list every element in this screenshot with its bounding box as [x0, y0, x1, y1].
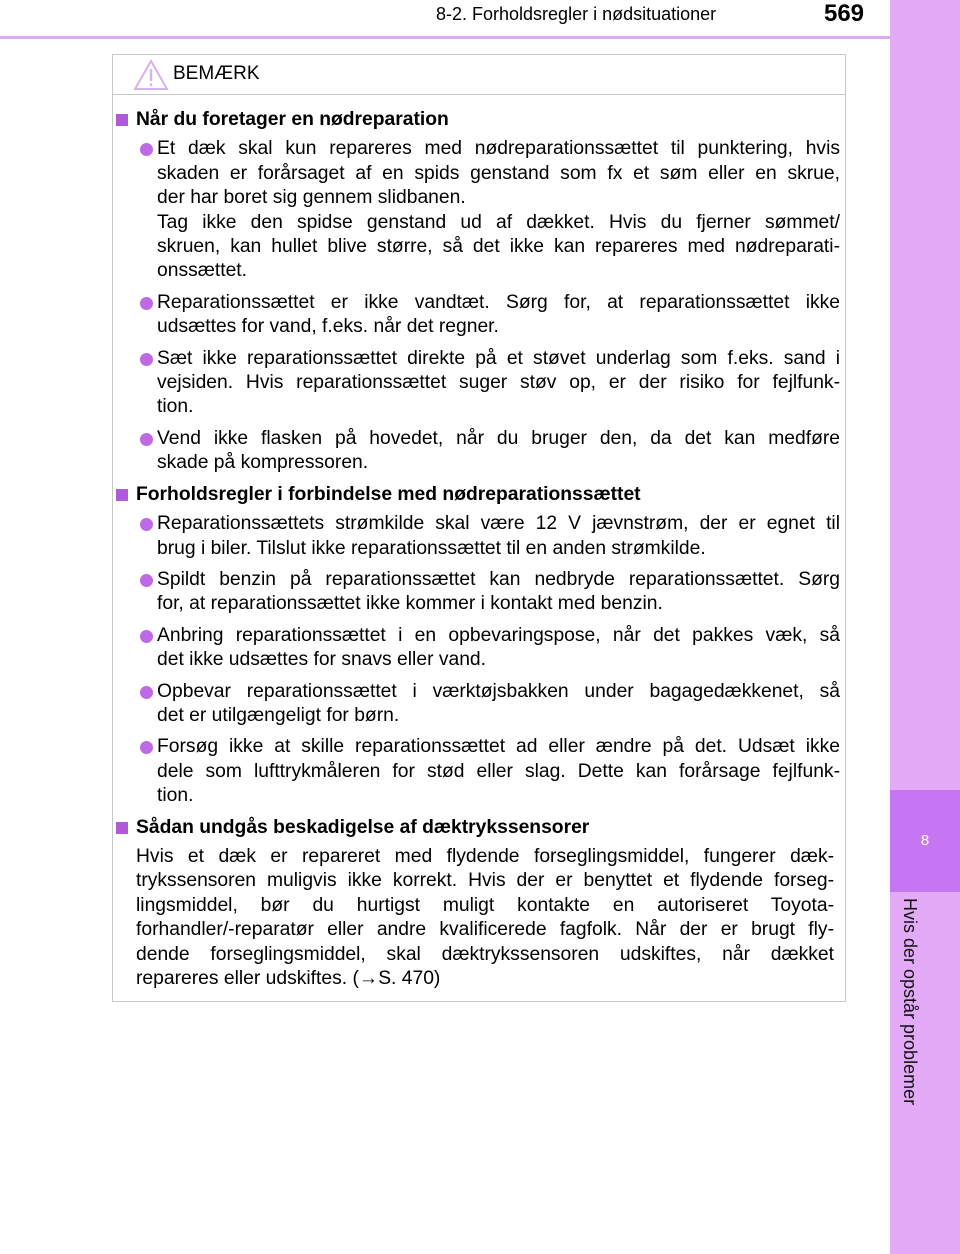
round-bullet-icon [140, 574, 153, 587]
square-bullet-icon [116, 822, 128, 834]
paragraph: Hvis et dæk er repareret med flydende forseglingsmiddel, fungerer dæk- trykssensoren muligvis ikke korrekt. Hvis der er benyttet et flydende forseg- lingsmiddel, bør du hurtigst muligt kontakte en autoriseret Toyota- forhandler/-reparatør eller andre kvalificerede fagfolk. Når der er brugt fly- dende forseglingsmiddel, skal dæktrykssensoren udskiftes, når dækket repareres eller udskiftes. (→S. 470) [114, 845, 834, 991]
round-bullet-icon [140, 297, 153, 310]
page-number: 569 [823, 0, 865, 27]
list-item: Opbevar reparationssættet i værktøjsbakken under bagagedækkenet, så det er utilgængeligt for børn. [114, 680, 840, 729]
header-divider [0, 36, 890, 39]
section-heading: Når du foretager en nødreparation [114, 108, 840, 132]
warning-triangle-icon [133, 59, 169, 91]
page-reference: repareres eller udskiftes. (→S. 470) [136, 967, 834, 991]
section-title: 8-2. Forholdsregler i nødsituationer [436, 4, 717, 24]
chapter-number-tab[interactable]: 8 [890, 790, 960, 892]
list-item: Reparationssættet er ikke vandtæt. Sørg for, at reparationssættet ikke udsættes for vand, f.eks. når det regner. [114, 291, 840, 340]
note-header [113, 55, 845, 95]
round-bullet-icon [140, 686, 153, 699]
square-bullet-icon [116, 489, 128, 501]
section-heading: Sådan undgås beskadigelse af dæktrykssensorer [114, 816, 840, 840]
list-item: Forsøg ikke at skille reparationssættet ad eller ændre på det. Udsæt ikke dele som lufttrykmåleren for stød eller slag. Dette kan forårsage fejlfunk- tion. [114, 735, 840, 808]
page-reference-link[interactable]: S. 470) [378, 968, 441, 989]
note-title: BEMÆRK [173, 63, 260, 84]
square-bullet-icon [116, 114, 128, 126]
round-bullet-icon [140, 143, 153, 156]
list-item: Et dæk skal kun repareres med nødreparationssættet til punktering, hvis skaden er forårsaget af en spids genstand som fx et søm eller en skrue, der har boret sig gennem slidbanen. Tag ikke den spidse genstand ud af dækket. Hvis du fjerner sømmet/ skruen, kan hullet blive større, så det ikke kan repareres med nødreparati- onssættet. [114, 137, 840, 283]
list-item: Reparationssættets strømkilde skal være 12 V jævnstrøm, der er egnet til brug i biler. Tilslut ikke reparationssættet til en anden strømkilde. [114, 512, 840, 561]
list-item: Anbring reparationssættet i en opbevaringspose, når det pakkes væk, så det ikke udsættes for snavs eller vand. [114, 624, 840, 673]
round-bullet-icon [140, 630, 153, 643]
chapter-title-vertical: Hvis der opstår problemer [900, 898, 920, 1106]
round-bullet-icon [140, 353, 153, 366]
round-bullet-icon [140, 433, 153, 446]
list-item: Vend ikke flasken på hovedet, når du bruger den, da det kan medføre skade på kompressoren. [114, 427, 840, 476]
list-item: Spildt benzin på reparationssættet kan nedbryde reparationssættet. Sørg for, at reparationssættet ikke kommer i kontakt med benzin. [114, 568, 840, 617]
round-bullet-icon [140, 741, 153, 754]
section-heading: Forholdsregler i forbindelse med nødreparationssættet [114, 483, 840, 507]
list-item: Sæt ikke reparationssættet direkte på et støvet underlag som f.eks. sand i vejsiden. Hvis reparationssættet suger støv op, er der risiko for fejlfunk- tion. [114, 347, 840, 420]
round-bullet-icon [140, 518, 153, 531]
note-content [114, 108, 840, 991]
arrow-right-icon: → [358, 968, 379, 989]
